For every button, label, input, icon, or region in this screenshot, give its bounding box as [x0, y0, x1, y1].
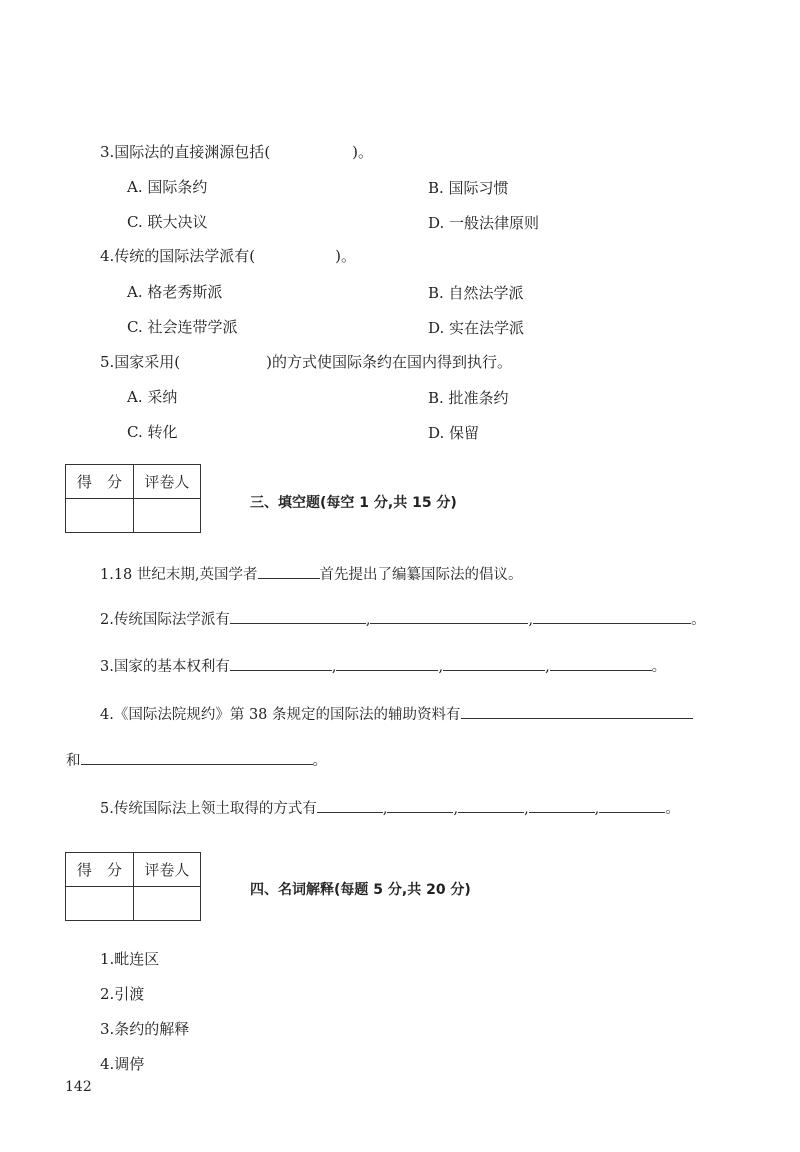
question-3-suffix: )。 [352, 143, 374, 161]
fill-q1-blank[interactable] [258, 564, 320, 579]
term-item-4: 4.调停 [100, 1055, 145, 1073]
fill-q5-sep-2: , [453, 801, 459, 817]
term-item-3: 3.条约的解释 [100, 1020, 190, 1038]
grader-cell[interactable] [133, 887, 200, 921]
option-3d: D. 一般法律原则 [428, 214, 540, 232]
fill-q2-end: 。 [691, 612, 706, 628]
grader-label: 评卷人 [133, 465, 200, 499]
fill-q3-end: 。 [651, 659, 667, 675]
fill-q2-prefix: 2.传统国际法学派有 [100, 612, 230, 628]
option-4d: D. 实在法学派 [428, 319, 525, 337]
section4-title: 四、名词解释(每题 5 分,共 20 分) [250, 882, 471, 898]
score-label: 得 分 [66, 465, 134, 499]
fill-q5-sep-4: , [594, 801, 600, 817]
term-item-1: 1.毗连区 [100, 950, 160, 968]
question-5-prefix: 5.国家采用( [100, 353, 181, 371]
fill-q3-blank-4[interactable] [550, 656, 652, 671]
fill-q5-blank-1[interactable] [317, 798, 383, 813]
question-3-prefix: 3.国际法的直接渊源包括( [100, 143, 271, 161]
option-5c: C. 转化 [127, 423, 178, 441]
option-5d: D. 保留 [428, 424, 480, 442]
fill-q5-blank-5[interactable] [599, 798, 665, 813]
fill-q4-blank-1[interactable] [461, 704, 693, 719]
fill-q2-blank-2[interactable] [370, 609, 528, 624]
question-5 [100, 351, 512, 372]
fill-q5-end: 。 [665, 801, 680, 817]
score-box-section4 [65, 852, 201, 921]
fill-q1-suffix: 首先提出了编纂国际法的倡议。 [319, 567, 523, 583]
option-3a: A. 国际条约 [127, 178, 208, 196]
fill-q3-blank-2[interactable] [336, 656, 438, 671]
fill-q5-blank-3[interactable] [458, 798, 524, 813]
question-3 [100, 141, 373, 162]
fill-q4-end: 。 [312, 753, 327, 769]
question-4 [100, 245, 356, 266]
fill-q4-blank-2[interactable] [81, 750, 313, 765]
grader-cell[interactable] [133, 499, 200, 533]
option-5a: A. 采纳 [127, 388, 178, 406]
term-item-2: 2.引渡 [100, 985, 145, 1003]
fill-q3-sep-3: , [545, 659, 550, 675]
score-cell[interactable] [66, 887, 134, 921]
option-4a: A. 格老秀斯派 [127, 283, 223, 301]
fill-q3-blank-1[interactable] [230, 656, 332, 671]
fill-q4-prefix: 4.《国际法院规约》第 38 条规定的国际法的辅助资料有 [100, 707, 461, 723]
option-3b: B. 国际习惯 [428, 179, 509, 197]
option-4c: C. 社会连带学派 [127, 318, 238, 336]
fill-q4-and: 和 [66, 753, 81, 769]
score-cell[interactable] [66, 499, 134, 533]
fill-q3-prefix: 3.国家的基本权利有 [100, 659, 230, 675]
fill-q5-prefix: 5.传统国际法上领土取得的方式有 [100, 801, 317, 817]
fill-q1-prefix: 1.18 世纪末期,英国学者 [100, 567, 258, 583]
option-5b: B. 批准条约 [428, 389, 509, 407]
fill-q3-blank-3[interactable] [443, 656, 545, 671]
fill-q5-blank-2[interactable] [387, 798, 453, 813]
grader-label: 评卷人 [133, 853, 200, 887]
question-4-suffix: )。 [335, 247, 357, 265]
fill-q2-blank-1[interactable] [230, 609, 366, 624]
question-4-prefix: 4.传统的国际法学派有( [100, 247, 256, 265]
fill-q5-sep-3: , [524, 801, 529, 817]
fill-question-2 [100, 608, 706, 629]
fill-q2-sep-2: , [528, 612, 534, 628]
option-4b: B. 自然法学派 [428, 284, 524, 302]
fill-q2-sep-1: , [365, 612, 371, 628]
question-5-suffix: )的方式使国际条约在国内得到执行。 [266, 353, 513, 371]
fill-question-5 [100, 797, 680, 818]
fill-q5-blank-4[interactable] [529, 798, 595, 813]
fill-question-1 [100, 563, 523, 584]
section3-title: 三、填空题(每空 1 分,共 15 分) [250, 495, 457, 511]
fill-q3-sep-1: , [331, 659, 337, 675]
fill-q2-blank-3[interactable] [533, 609, 691, 624]
fill-question-4-line2 [66, 749, 327, 770]
page-number: 142 [65, 1079, 92, 1095]
score-label: 得 分 [66, 853, 134, 887]
fill-question-3 [100, 655, 666, 676]
fill-question-4 [100, 703, 693, 724]
score-box-section3 [65, 464, 201, 533]
option-3c: C. 联大决议 [127, 213, 208, 231]
fill-q3-sep-2: , [438, 659, 444, 675]
fill-q5-sep-1: , [382, 801, 388, 817]
